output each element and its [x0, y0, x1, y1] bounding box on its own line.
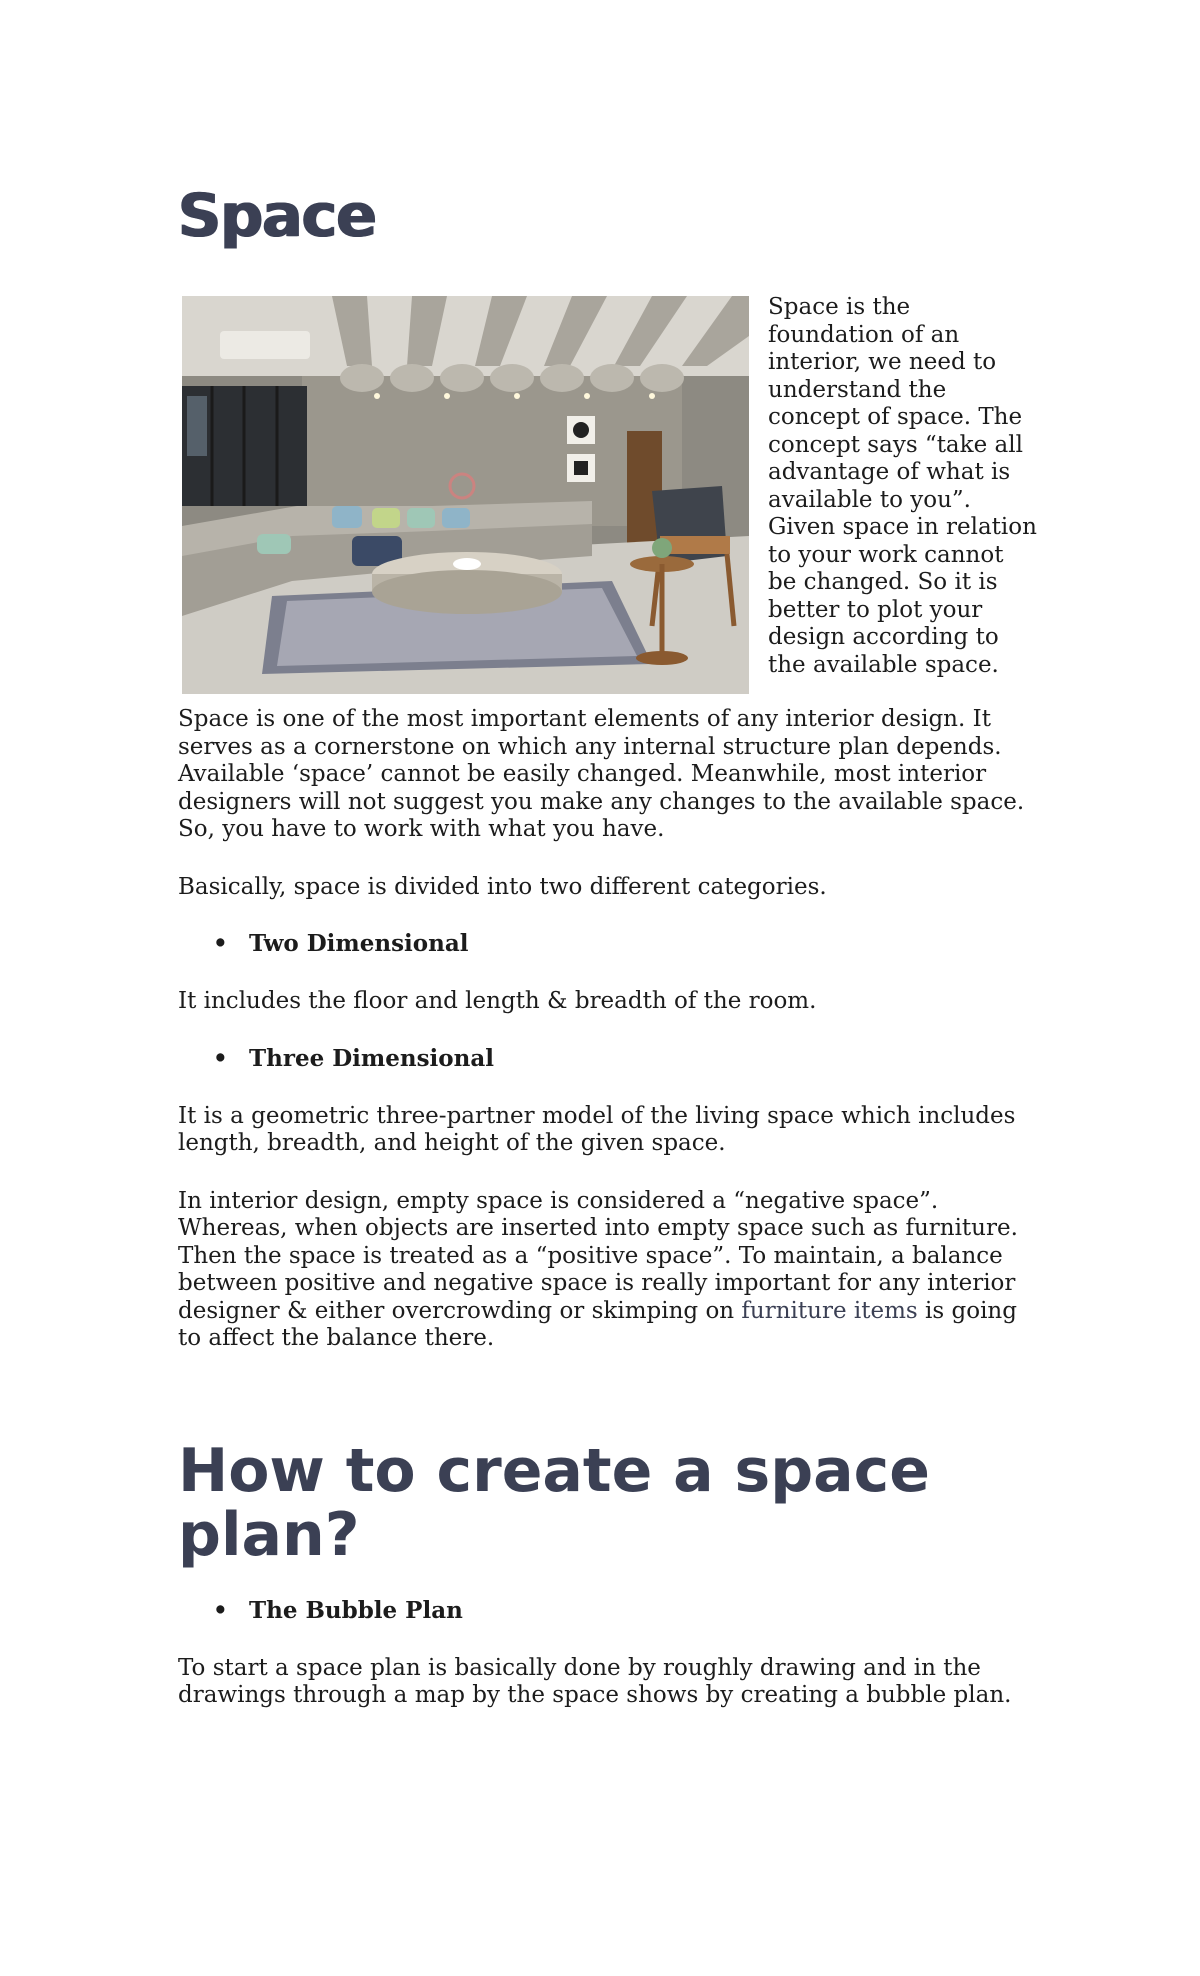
- bullet-label: Two Dimensional: [249, 930, 469, 957]
- bullet-label: Three Dimensional: [249, 1044, 494, 1072]
- paragraph-text: is going to affect the balance there.: [178, 1297, 1017, 1351]
- document-content: [178, 178, 1038, 1710]
- paragraph-negative-space: [178, 1188, 1038, 1353]
- bullet-icon: •: [213, 930, 228, 957]
- list-item: [178, 1597, 1038, 1625]
- bullet-list-two-dimensional: [178, 930, 1038, 958]
- intro-block: [178, 254, 1038, 684]
- bullet-list-bubble-plan: [178, 1597, 1038, 1625]
- bullet-list-three-dimensional: [178, 1045, 1038, 1073]
- furniture-items-link[interactable]: furniture items: [741, 1297, 918, 1324]
- bullet-icon: •: [213, 1044, 228, 1072]
- bullet-label: The Bubble Plan: [249, 1596, 463, 1624]
- intro-side-text: Space is the foundation of an interior, we need to understand the concept of space. The concept says “take all advantage of what is available to you”. Given space in relation to your work cannot be changed. So it is better to plot your design according to the available space.: [768, 294, 1037, 678]
- paragraph-space-importance: Space is one of the most important elements of any interior design. It serves as a cornerstone on which any internal structure plan depends. Available ‘space’ cannot be easily changed. Meanwhile, most interior designers will not suggest you make any changes to the available space. So, you have to work with what you have.: [178, 706, 1025, 842]
- living-room-photo: [182, 296, 749, 694]
- list-item: [178, 930, 1038, 958]
- page-title: Space: [178, 181, 376, 251]
- paragraph-categories: Basically, space is divided into two different categories.: [178, 873, 827, 900]
- section-heading-space-plan: How to create a space plan?: [178, 1435, 930, 1570]
- list-item: [178, 1045, 1038, 1073]
- paragraph-three-dimensional: It is a geometric three-partner model of the living space which includes length, breadth, and height of the given space.: [178, 1102, 1016, 1156]
- paragraph-text: In interior design, empty space is considered a “negative space”. Whereas, when objects are inserted into empty space such as furniture. Then the space is treated as a “positive space”. To maintain, a balance between positive and negative space is really important for any interior designer & either overcrowding or skimping on: [178, 1187, 1018, 1324]
- paragraph-two-dimensional: It includes the floor and length & breadth of the room.: [178, 988, 817, 1014]
- paragraph-bubble-plan: To start a space plan is basically done by roughly drawing and in the drawings through a map by the space shows by creating a bubble plan.: [178, 1654, 1012, 1708]
- bullet-icon: •: [213, 1596, 228, 1624]
